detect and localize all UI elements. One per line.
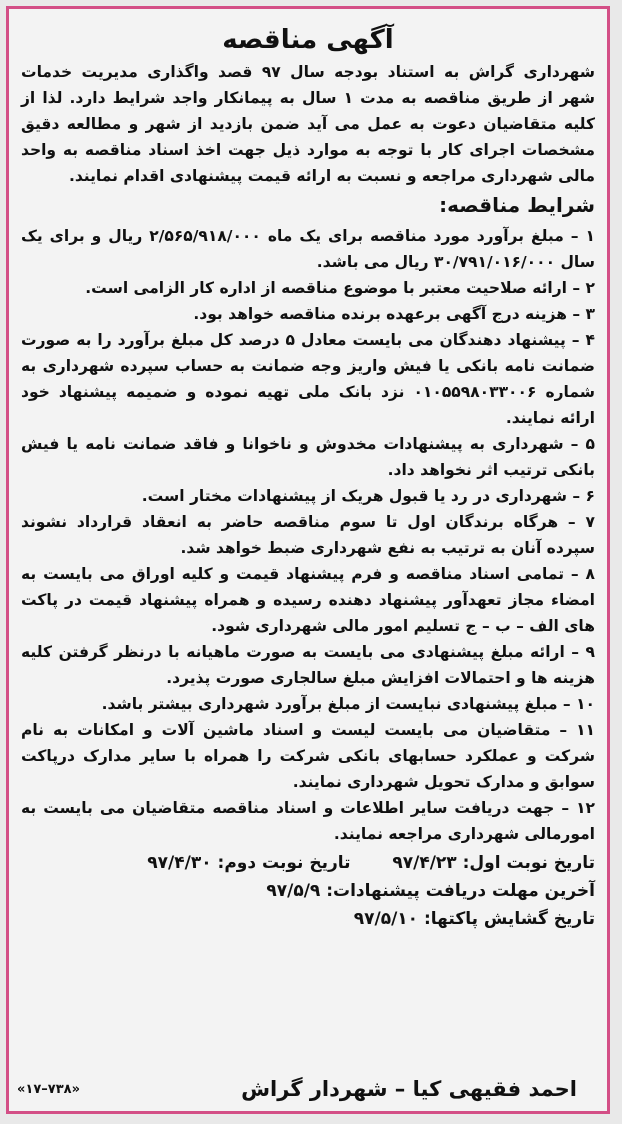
deadline-line <box>21 877 595 905</box>
conditions-heading: شرایط مناقصه: <box>439 193 595 217</box>
condition-item: ۷ – هرگاه برندگان اول تا سوم مناقصه حاضر به انعقاد قرارداد نشوند سپرده آنان به ترتیب به نفع شهرداری ضبط خواهد شد. <box>21 513 595 557</box>
publication-dates <box>21 849 595 877</box>
opening-line <box>21 905 595 933</box>
intro-paragraph: شهرداری گراش به استناد بودجه سال ۹۷ قصد واگذاری مدیریت خدمات شهر از طریق مناقصه به مدت ۱ سال به پیمانکار واجد شرایط دارد. لذا از کلیه متقاضیان دعوت به عمل می آید ضمن بازدید از شهر و مطالعه دقیق مشخصات اجرای کار با توجه به موارد ذیل جهت اخذ اسناد مناقصه به واحد مالی شهرداری مراجعه و نسبت به ارائه قیمت پیشنهادی اقدام نمایند. <box>21 63 595 185</box>
condition-item: ۹ – ارائه مبلغ پیشنهادی می بایست به صورت ماهیانه با درنظر گرفتن کلیه هزینه ها و احتمالات افزایش مبلغ سالجاری صورت پذیرد. <box>21 643 595 687</box>
condition-item: ۳ – هزینه درج آگهی برعهده برنده مناقصه خواهد بود. <box>193 305 595 323</box>
condition-item: ۱۱ – متقاضیان می بایست لیست و اسناد ماشین آلات و امکانات به نام شرکت و عملکرد حسابهای بانکی شرکت را همراه با سایر مدارک درپاکت سوابق و مدارک تحویل شهرداری نمایند. <box>21 721 595 791</box>
condition-item: ۵ – شهرداری به پیشنهادات مخدوش و ناخوانا و فاقد ضمانت نامه یا فیش بانکی ترتیب اثر نخواهد داد. <box>21 435 595 479</box>
signature: احمد فقیهی کیا – شهردار گراش <box>241 1077 577 1101</box>
notice-code: «۱۷–۷۳۸» <box>17 1081 80 1097</box>
tender-notice <box>6 6 610 1114</box>
second-date-value: ۹۷/۴/۳۰ <box>147 853 212 873</box>
signature-row <box>9 1077 607 1101</box>
opening-value: ۹۷/۵/۱۰ <box>353 909 419 929</box>
condition-item: ۶ – شهرداری در رد یا قبول هریک از پیشنهادات مختار است. <box>141 487 595 505</box>
condition-item: ۱ – مبلغ برآورد مورد مناقصه برای یک ماه ۲/۵۶۵/۹۱۸/۰۰۰ ریال و برای یک سال ۳۰/۷۹۱/۰۱۶/۰۰۰ ریال می باشد. <box>21 227 595 271</box>
deadline-label: آخرین مهلت دریافت پیشنهادات: <box>326 881 595 901</box>
first-date-value: ۹۷/۴/۲۳ <box>392 853 457 873</box>
condition-item: ۲ – ارائه صلاحیت معتبر با موضوع مناقصه از اداره کار الزامی است. <box>85 279 595 297</box>
condition-item: ۸ – تمامی اسناد مناقصه و فرم پیشنهاد قیمت و کلیه اوراق می بایست به امضاء مجاز تعهدآور پیشنهاد دهنده رسیده و همراه پیشنهاد قیمت در پاکت های الف – ب – ج تسلیم امور مالی شهرداری شود. <box>21 565 595 635</box>
conditions-list <box>21 223 595 847</box>
first-date-label: تاریخ نوبت اول: <box>462 853 595 873</box>
condition-item: ۴ – پیشنهاد دهندگان می بایست معادل ۵ درصد کل مبلغ برآورد را به صورت ضمانت نامه بانکی یا فیش واریز وجه ضمانت به حساب سپرده شهرداری به شماره ۰۱۰۵۵۹۸۰۳۳۰۰۶ نزد بانک ملی تهیه نموده و ضمیمه پیشنهاد خود ارائه نمایند. <box>21 331 595 427</box>
notice-title: آگهی مناقصه <box>222 25 394 55</box>
dates-block <box>21 849 595 933</box>
condition-item: ۱۲ – جهت دریافت سایر اطلاعات و اسناد مناقصه متقاضیان می بایست به امورمالی شهرداری مراجعه نمایند. <box>21 799 595 843</box>
deadline-value: ۹۷/۵/۹ <box>266 881 321 901</box>
opening-label: تاریخ گشایش پاکتها: <box>423 909 595 929</box>
second-date-label: تاریخ نوبت دوم: <box>217 853 351 873</box>
condition-item: ۱۰ – مبلغ پیشنهادی نبایست از مبلغ برآورد شهرداری بیشتر باشد. <box>101 695 595 713</box>
